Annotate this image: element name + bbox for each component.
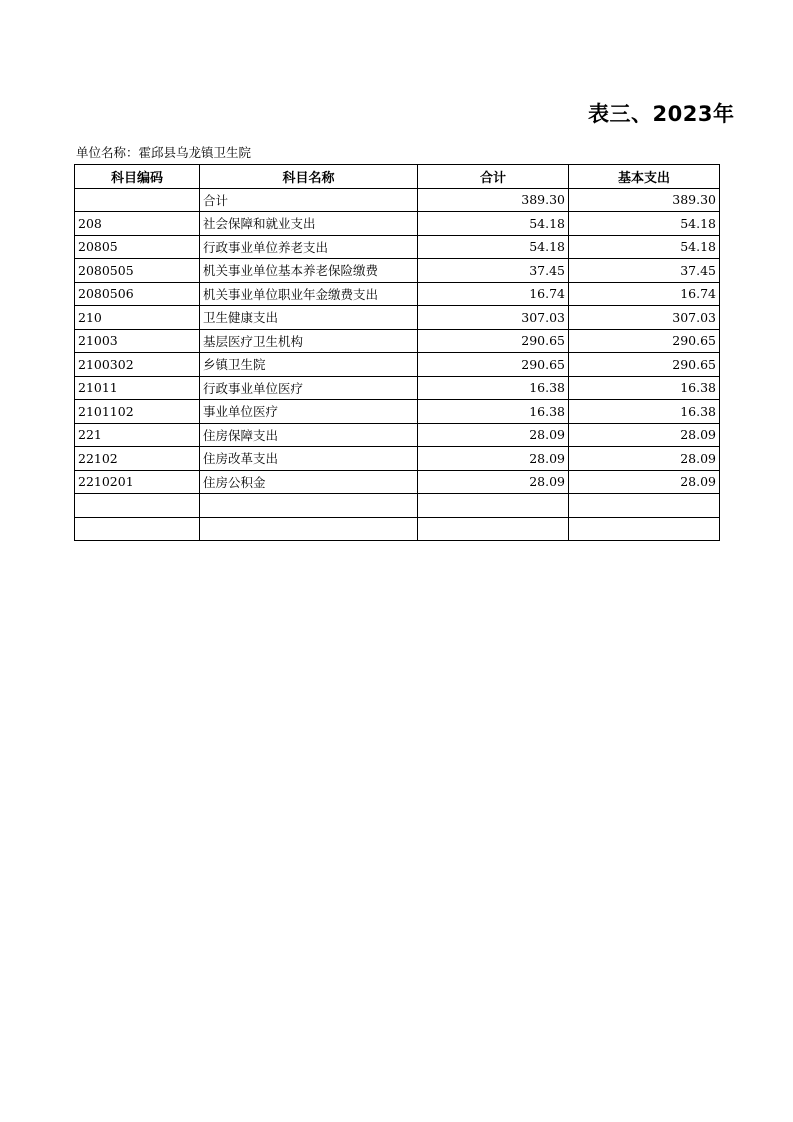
code-cell: 2080505 (75, 259, 200, 283)
basic-cell: 16.38 (569, 376, 720, 400)
total-cell: 16.74 (418, 282, 569, 306)
total-cell: 16.38 (418, 400, 569, 424)
name-cell: 住房公积金 (200, 470, 418, 494)
basic-cell: 16.38 (569, 400, 720, 424)
name-cell: 行政事业单位医疗 (200, 376, 418, 400)
table-header-row (75, 165, 720, 189)
total-cell: 54.18 (418, 212, 569, 236)
code-cell: 221 (75, 423, 200, 447)
code-cell: 21011 (75, 376, 200, 400)
code-cell (75, 188, 200, 212)
column-header-name: 科目名称 (200, 165, 418, 189)
table-row (75, 188, 720, 212)
basic-cell: 37.45 (569, 259, 720, 283)
unit-name-line: 单位名称：霍邱县乌龙镇卫生院 (76, 145, 252, 160)
code-cell: 2080506 (75, 282, 200, 306)
total-cell: 290.65 (418, 353, 569, 377)
total-cell: 307.03 (418, 306, 569, 330)
table-row (75, 470, 720, 494)
total-cell: 16.38 (418, 376, 569, 400)
basic-cell: 290.65 (569, 329, 720, 353)
total-cell: 28.09 (418, 470, 569, 494)
name-cell: 社会保障和就业支出 (200, 212, 418, 236)
table-row (75, 259, 720, 283)
table-row (75, 400, 720, 424)
column-header-basic: 基本支出 (569, 165, 720, 189)
code-cell: 20805 (75, 235, 200, 259)
name-cell: 合计 (200, 188, 418, 212)
name-cell: 住房保障支出 (200, 423, 418, 447)
code-cell: 208 (75, 212, 200, 236)
column-header-code: 科目编码 (75, 165, 200, 189)
total-cell: 37.45 (418, 259, 569, 283)
name-cell: 行政事业单位养老支出 (200, 235, 418, 259)
total-cell: 290.65 (418, 329, 569, 353)
name-cell: 基层医疗卫生机构 (200, 329, 418, 353)
code-cell: 2210201 (75, 470, 200, 494)
total-cell: 389.30 (418, 188, 569, 212)
name-cell: 机关事业单位职业年金缴费支出 (200, 282, 418, 306)
name-cell (200, 517, 418, 541)
code-cell: 22102 (75, 447, 200, 471)
table-row (75, 306, 720, 330)
table-row (75, 353, 720, 377)
total-cell (418, 517, 569, 541)
basic-cell (569, 494, 720, 518)
basic-cell: 389.30 (569, 188, 720, 212)
table-row (75, 376, 720, 400)
column-header-total: 合计 (418, 165, 569, 189)
total-cell: 28.09 (418, 447, 569, 471)
code-cell: 2101102 (75, 400, 200, 424)
table-body (75, 188, 720, 541)
basic-cell: 28.09 (569, 423, 720, 447)
basic-cell: 28.09 (569, 470, 720, 494)
name-cell: 卫生健康支出 (200, 306, 418, 330)
table-row (75, 235, 720, 259)
basic-cell: 28.09 (569, 447, 720, 471)
code-cell: 2100302 (75, 353, 200, 377)
code-cell (75, 517, 200, 541)
name-cell: 住房改革支出 (200, 447, 418, 471)
table-row (75, 447, 720, 471)
basic-cell (569, 517, 720, 541)
name-cell: 乡镇卫生院 (200, 353, 418, 377)
code-cell: 21003 (75, 329, 200, 353)
basic-cell: 54.18 (569, 235, 720, 259)
table-row (75, 282, 720, 306)
basic-cell: 307.03 (569, 306, 720, 330)
basic-cell: 16.74 (569, 282, 720, 306)
table-row (75, 212, 720, 236)
table-row (75, 423, 720, 447)
total-cell: 54.18 (418, 235, 569, 259)
budget-table (74, 164, 720, 541)
table-row (75, 517, 720, 541)
basic-cell: 54.18 (569, 212, 720, 236)
table-row (75, 494, 720, 518)
total-cell: 28.09 (418, 423, 569, 447)
basic-cell: 290.65 (569, 353, 720, 377)
table-row (75, 329, 720, 353)
code-cell (75, 494, 200, 518)
code-cell: 210 (75, 306, 200, 330)
total-cell (418, 494, 569, 518)
page-title: 表三、2023年 (588, 102, 735, 126)
name-cell: 机关事业单位基本养老保险缴费 (200, 259, 418, 283)
name-cell: 事业单位医疗 (200, 400, 418, 424)
name-cell (200, 494, 418, 518)
